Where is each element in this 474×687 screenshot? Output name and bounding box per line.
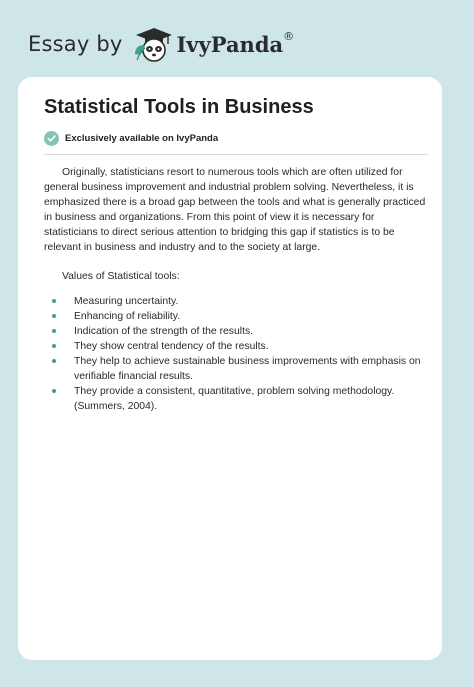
- essay-card: [18, 77, 442, 660]
- values-label: Values of Statistical tools:: [62, 271, 180, 282]
- bullet-icon: [52, 389, 56, 393]
- divider: [44, 154, 428, 155]
- bullet-icon: [52, 299, 56, 303]
- exclusive-badge: [44, 131, 218, 146]
- list-item: Indication of the strength of the results.: [44, 324, 428, 339]
- exclusive-text: Exclusively available on IvyPanda: [65, 133, 219, 144]
- intro-paragraph: Originally, statisticians resort to numerous tools which are often utilized for general business improvement and industrial problem solving. Nevertheless, it is emphasized there is a broad gap between the tools and what is generally practiced in business and organizations. From this point of view it is necessary for statisticians to direct serious attention to bridging this gap if statistics is to be relevant in business and industry and to the society at large.: [44, 167, 426, 253]
- essay-title: Statistical Tools in Business: [44, 96, 314, 118]
- panda-graduate-icon: [132, 24, 172, 64]
- ivypanda-logo-link[interactable]: [132, 24, 294, 64]
- list-item: They help to achieve sustainable business improvements with emphasis on verifiable financial results.: [44, 354, 428, 384]
- list-item: Measuring uncertainty.: [44, 294, 428, 309]
- essay-by-label: Essay by: [28, 32, 123, 56]
- registered-mark: ®: [283, 29, 295, 43]
- values-list: [44, 294, 428, 414]
- brand-name: IvyPanda®: [176, 29, 295, 57]
- essay-body: [44, 165, 428, 414]
- bullet-icon: [52, 314, 56, 318]
- check-icon: [44, 131, 59, 146]
- site-header: [28, 22, 294, 66]
- list-item: They provide a consistent, quantitative, problem solving methodology. (Summers, 2004).: [44, 384, 428, 414]
- list-item: Enhancing of reliability.: [44, 309, 428, 324]
- bullet-icon: [52, 344, 56, 348]
- bullet-icon: [52, 359, 56, 363]
- bullet-icon: [52, 329, 56, 333]
- list-item: They show central tendency of the results.: [44, 339, 428, 354]
